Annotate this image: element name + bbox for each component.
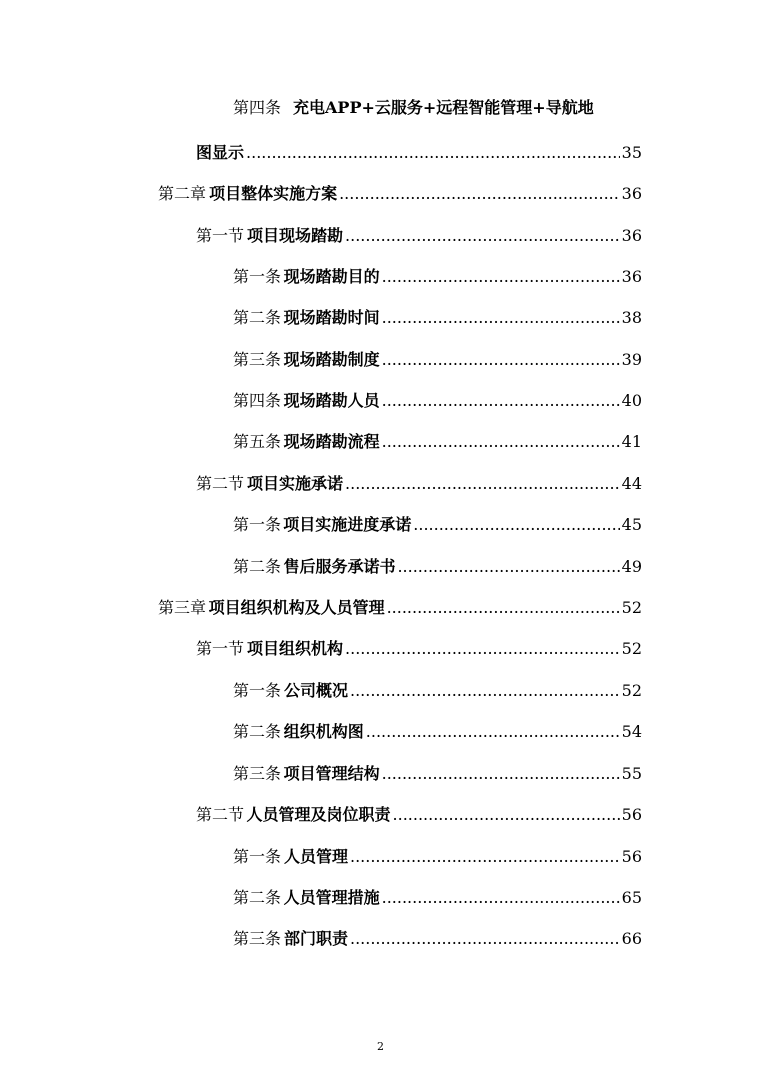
toc-entry-page: 44	[621, 474, 642, 493]
toc-leader-dots	[382, 432, 620, 452]
toc-leader-dots	[366, 722, 620, 742]
toc-entry-number: 第一条	[233, 515, 282, 534]
toc-leader-dots	[382, 888, 620, 908]
toc-entry-number: 第一节	[196, 226, 245, 245]
toc-entry-page: 41	[621, 432, 642, 451]
toc-entry-article[interactable]	[233, 432, 642, 452]
toc-leader-dots	[345, 226, 620, 246]
toc-entry-chapter[interactable]	[158, 184, 642, 204]
toc-entry-title: 项目实施承诺	[247, 474, 344, 493]
toc-entry-number: 第四条	[233, 98, 282, 117]
toc-entry-number: 第一条	[233, 847, 282, 866]
toc-entry-article[interactable]	[233, 681, 642, 701]
toc-entry-article[interactable]	[233, 847, 642, 867]
toc-leader-dots	[339, 184, 620, 204]
toc-entry-page: 36	[621, 184, 642, 203]
toc-entry-page: 38	[621, 308, 642, 327]
toc-entry-article[interactable]	[233, 929, 642, 949]
toc-entry-number: 第二条	[233, 308, 282, 327]
toc-entry-page: 56	[621, 805, 642, 824]
toc-leader-dots	[382, 764, 620, 784]
toc-entry-title: 充电APP+云服务+远程智能管理+导航地	[293, 98, 594, 117]
toc-entry-section[interactable]	[196, 805, 642, 825]
toc-entry-page: 54	[621, 722, 642, 741]
toc-entry-number: 第二节	[196, 474, 245, 493]
toc-leader-dots	[350, 847, 620, 867]
toc-leader-dots	[345, 474, 620, 494]
toc-leader-dots	[382, 350, 620, 370]
toc-entry-title: 组织机构图	[283, 722, 364, 741]
toc-entry-title: 现场踏勘人员	[283, 391, 380, 410]
toc-entry-page: 52	[621, 639, 642, 658]
toc-entry-number: 第二节	[196, 805, 245, 824]
toc-entry-page: 56	[621, 847, 642, 866]
toc-entry-title: 人员管理措施	[283, 888, 380, 907]
toc-entry-page: 40	[621, 391, 642, 410]
toc-entry-section[interactable]	[196, 226, 642, 246]
toc-entry-number: 第二条	[233, 888, 282, 907]
toc-entry-number: 第一节	[196, 639, 245, 658]
toc-entry-number: 第一条	[233, 267, 282, 286]
toc-leader-dots	[397, 557, 619, 577]
toc-entry-number: 第三章	[158, 598, 207, 617]
toc-entry-article[interactable]	[233, 267, 642, 287]
toc-entry-title: 现场踏勘目的	[283, 267, 380, 286]
toc-entry-section[interactable]	[196, 639, 642, 659]
toc-entry-title: 公司概况	[283, 681, 348, 700]
toc-leader-dots	[350, 681, 620, 701]
toc-entry-title: 售后服务承诺书	[283, 557, 396, 576]
toc-entry-title: 部门职责	[283, 929, 348, 948]
toc-entry-page: 39	[621, 350, 642, 369]
toc-entry-number: 第四条	[233, 391, 282, 410]
toc-entry-article[interactable]	[233, 888, 642, 908]
toc-entry-article[interactable]	[233, 557, 642, 577]
toc-entry-title: 项目管理结构	[283, 764, 380, 783]
toc-entry-section[interactable]	[196, 474, 642, 494]
toc-entry-number: 第一条	[233, 681, 282, 700]
toc-leader-dots	[382, 267, 620, 287]
toc-entry-article[interactable]	[233, 350, 642, 370]
toc-leader-dots	[350, 929, 620, 949]
toc-entry-article[interactable]	[233, 308, 642, 328]
toc-entry-number: 第二条	[233, 722, 282, 741]
toc-entry-article[interactable]	[233, 515, 642, 535]
toc-entry-title: 项目组织机构及人员管理	[208, 598, 385, 617]
toc-entry-number: 第五条	[233, 432, 282, 451]
toc-entry-article[interactable]	[233, 722, 642, 742]
toc-entry-number: 第三条	[233, 929, 282, 948]
toc-leader-dots	[246, 143, 620, 163]
toc-entry-chapter[interactable]	[158, 598, 642, 618]
toc-entry-title: 现场踏勘制度	[283, 350, 380, 369]
toc-entry-article[interactable]	[233, 391, 642, 411]
toc-entry-page: 35	[621, 143, 642, 162]
page-number: 2	[377, 1040, 384, 1053]
toc-entry-number: 第三条	[233, 764, 282, 783]
toc-leader-dots	[382, 391, 620, 411]
toc-entry-number: 第三条	[233, 350, 282, 369]
toc-entry-title: 现场踏勘流程	[283, 432, 380, 451]
toc-entry-article-continued[interactable]	[196, 143, 642, 163]
toc-entry-page: 36	[621, 267, 642, 286]
toc-entry-page: 45	[621, 515, 642, 534]
toc-entry-page: 65	[621, 888, 642, 907]
toc-entry-title: 人员管理	[283, 847, 348, 866]
toc-entry-article[interactable]	[233, 764, 642, 784]
toc-entry-number: 第二章	[158, 184, 207, 203]
toc-entry-page: 52	[621, 598, 642, 617]
toc-entry-title: 项目整体实施方案	[209, 184, 338, 203]
toc-entry-title: 项目组织机构	[247, 639, 344, 658]
toc-leader-dots	[387, 598, 620, 618]
toc-leader-dots	[382, 308, 620, 328]
toc-leader-dots	[345, 639, 620, 659]
toc-entry-title: 现场踏勘时间	[283, 308, 380, 327]
toc-entry-title: 人员管理及岗位职责	[246, 805, 391, 824]
toc-leader-dots	[413, 515, 619, 535]
toc-entry-title-continued: 图显示	[196, 143, 245, 162]
toc-entry-number: 第二条	[233, 557, 282, 576]
toc-entry-page: 36	[621, 226, 642, 245]
toc-entry-page: 52	[621, 681, 642, 700]
toc-entry-title: 项目实施进度承诺	[283, 515, 412, 534]
toc-leader-dots	[393, 805, 620, 825]
toc-entry-article[interactable]	[233, 98, 594, 118]
toc-entry-title: 项目现场踏勘	[247, 226, 344, 245]
toc-entry-page: 66	[621, 929, 642, 948]
toc-entry-page: 49	[621, 557, 642, 576]
toc-entry-page: 55	[621, 764, 642, 783]
